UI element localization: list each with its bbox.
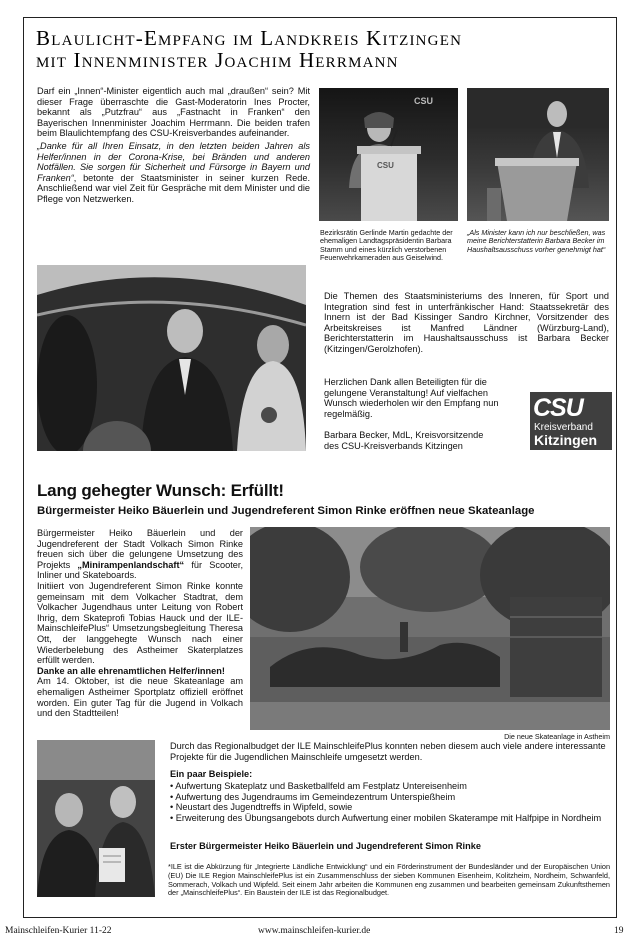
podium-label: CSU <box>377 161 394 170</box>
article2-paragraph-2: Initiiert von Jugendreferent Simon Rinke konnte gemeinsam mit dem Volkacher Stadtrat, dem Volkacher Jugendhaus unter Leitung von Robert Ihrig, dem Skateprofi Tobias Hauck und der ILE-MainschleifePlus“ Umsetzungsbegleitung Theresa Ott, der langgehegte Wunsch nach einer Wiederbelebung des Astheimer Skaterplatzes erfüllt werden. <box>37 580 243 666</box>
article2-closing: Erster Bürgermeister Heiko Bäuerlein und Jugendreferent Simon Rinke <box>170 841 481 851</box>
bg-logo-text: CSU <box>414 96 434 106</box>
article1-right-paragraph: Die Themen des Staatsministeriums des Inneren, für Sport und Integration sind fest in unterfränkischer Hand: Staatssekretär des Innern ist der Bad Kissinger Sandro Kirchner, Vorsitzender des Arbeitskreises ist Manfred Ländner (Würzburg-Land), Berichterstatterin im Haushaltsausschuss ist Barbara Becker (Kitzingen/Gerolzhofen). <box>324 291 609 354</box>
csu-logo-text: CSU <box>533 394 583 422</box>
caption-skatepark: Die neue Skateanlage in Astheim <box>504 732 610 741</box>
article2-left-column <box>37 528 243 719</box>
article2-paragraph-4: Am 14. Oktober, ist die neue Skateanlage am ehemaligen Astheimer Sportplatz offiziell eröffnet worden. Ein guter Tag für die Jugend in Volkach und den Stadtteilen! <box>37 676 243 719</box>
footer-issue: Mainschleifen-Kurier 11-22 <box>5 926 112 936</box>
csu-logo-kitzingen: Kitzingen <box>534 432 597 448</box>
example-item: • Aufwertung des Jugendraums im Gemeindezentrum Unterspießheim <box>170 791 456 802</box>
project-name: „Minirampenlandschaft“ <box>77 559 185 570</box>
article2-subheadline: Bürgermeister Heiko Bäuerlein und Jugendreferent Simon Rinke eröffnen neue Skateanlage <box>37 505 535 517</box>
article2-p1-start: Bürgermeister Heiko Bäuerlein und der Jugendreferent der Stadt Volkach Simon Rinke freuen sich über die gelungene Umsetzung des Projekts <box>37 528 243 570</box>
article1-title-line1: Blaulicht-Empfang im Landkreis Kitzingen <box>36 26 463 50</box>
photo-skatepark-graphic <box>250 527 610 730</box>
photo-speaker-woman-graphic <box>319 88 458 221</box>
caption-speaker-woman: Bezirksrätin Gerlinde Martin gedachte der ehemaligen Landtagspräsidentin Barbara Stamm und eines kürzlich verstorbenen Feuerwehrkameraden aus Geiselwind. <box>320 228 453 263</box>
signature-line-1: Barbara Becker, MdL, Kreisvorsitzende <box>324 430 484 440</box>
article1-paragraph-2-rest: , betonte der Staatsminister in seiner kurzen Rede. Anschließend war viel Zeit für Gespräche mit dem Minister und die Pflege von Netzwerken. <box>37 172 310 204</box>
article2-p1-end: für Scooter, Inliner und Skateboards. <box>37 559 243 581</box>
footer-website[interactable]: www.mainschleifen-kurier.de <box>258 926 371 936</box>
ile-footnote: *ILE ist die Abkürzung für „Integrierte Ländliche Entwicklung“ und ein Förderinstrument der Bundesländer und der Europäischen Union (EU) Die ILE Region MainschleifePlus ist ein Zusammenschluss der sieben Kommunen Eisenheim, Kolitzheim, Nordheim, Schwanfeld, Sommerach, Volkach und Wipfeld. Seit einem Jahr arbeiten die Kommunen eng zusammen und bearbeiten gemeinsam Zukunftsthemen der „MainschleifePlus“. Ein Baustein der ILE ist das Regionalbudget. <box>168 862 610 898</box>
article1-title <box>36 27 616 71</box>
article1-paragraph-1: Darf ein „Innen“-Minister eigentlich auch mal „draußen“ sein? Mit dieser Frage überraschte die Gast-Moderatorin Ines Procter, bekannt als „Putzfrau“ aus „Fastnacht in Franken“ den Bayerischen Innenminister Joachim Herrmann. Die beiden trafen beim Blaulichtempfang des CSU-Kreisverbandes aufeinander. <box>37 86 310 139</box>
csu-kreisverband-logo <box>530 392 612 450</box>
photo-skatepark <box>250 527 610 730</box>
photo-speaker-minister <box>467 88 609 221</box>
article2-regionalbudget: Durch das Regionalbudget der ILE MainschleifePlus konnten neben diesem auch viele andere interessante Projekte für die Jugendlichen Mainschleife umgesetzt werden. <box>170 741 606 762</box>
example-item: • Neustart des Jugendtreffs in Wipfeld, sowie <box>170 802 353 813</box>
article1-thanks-paragraph: Herzlichen Dank allen Beteiligten für die gelungene Veranstaltung! Auf vielfachen Wunsch wiederholen wir den Empfang nun regelmäßig. <box>324 377 499 419</box>
example-item: • Aufwertung Skateplatz und Basketballfeld am Festplatz Untereisenheim <box>170 781 467 791</box>
photo-speaker-woman <box>319 88 458 221</box>
photo-minister-conversation-graphic <box>37 265 306 451</box>
footer-page-number: 19 <box>614 926 624 936</box>
photo-mayor-and-referent <box>37 740 155 897</box>
article2-headline: Lang gehegter Wunsch: Erfüllt! <box>37 481 284 500</box>
caption-speaker-minister: „Als Minister kann ich nur beschließen, was meine Berichterstatterin Barbara Becker im Haushaltsausschuss vorher genehmigt hat“ <box>467 228 606 254</box>
minister-quote: „Danke für all Ihren Einsatz, in den letzten beiden Jahren als Helfer/innen in der Corona-Krise, bei Bränden und anderen Notfällen. Sie sorgen für Sicherheit und Fürsorge in Bayern und Franken“ <box>37 140 310 183</box>
example-item: • Erweiterung des Übungsangebots durch Aufwertung einer mobilen Skaterampe mit Halfpipe in Nordheim <box>170 812 602 823</box>
csu-logo-kreisverband: Kreisverband <box>534 422 593 433</box>
article2-paragraph-1 <box>37 528 243 581</box>
photo-mayor-and-referent-graphic <box>37 740 155 897</box>
examples-heading: Ein paar Beispiele: <box>170 769 253 779</box>
article1-signature <box>324 430 524 451</box>
article2-thanks: Danke an alle ehrenamtlichen Helfer/innen! <box>37 665 225 676</box>
article1-left-column <box>37 86 310 205</box>
article1-title-line2: mit Innenminister Joachim Herrmann <box>36 48 399 72</box>
examples-list <box>170 781 610 823</box>
photo-minister-conversation <box>37 265 306 451</box>
photo-speaker-minister-graphic <box>467 88 609 221</box>
signature-line-2: des CSU-Kreisverbands Kitzingen <box>324 440 463 451</box>
article1-paragraph-2 <box>37 141 310 205</box>
